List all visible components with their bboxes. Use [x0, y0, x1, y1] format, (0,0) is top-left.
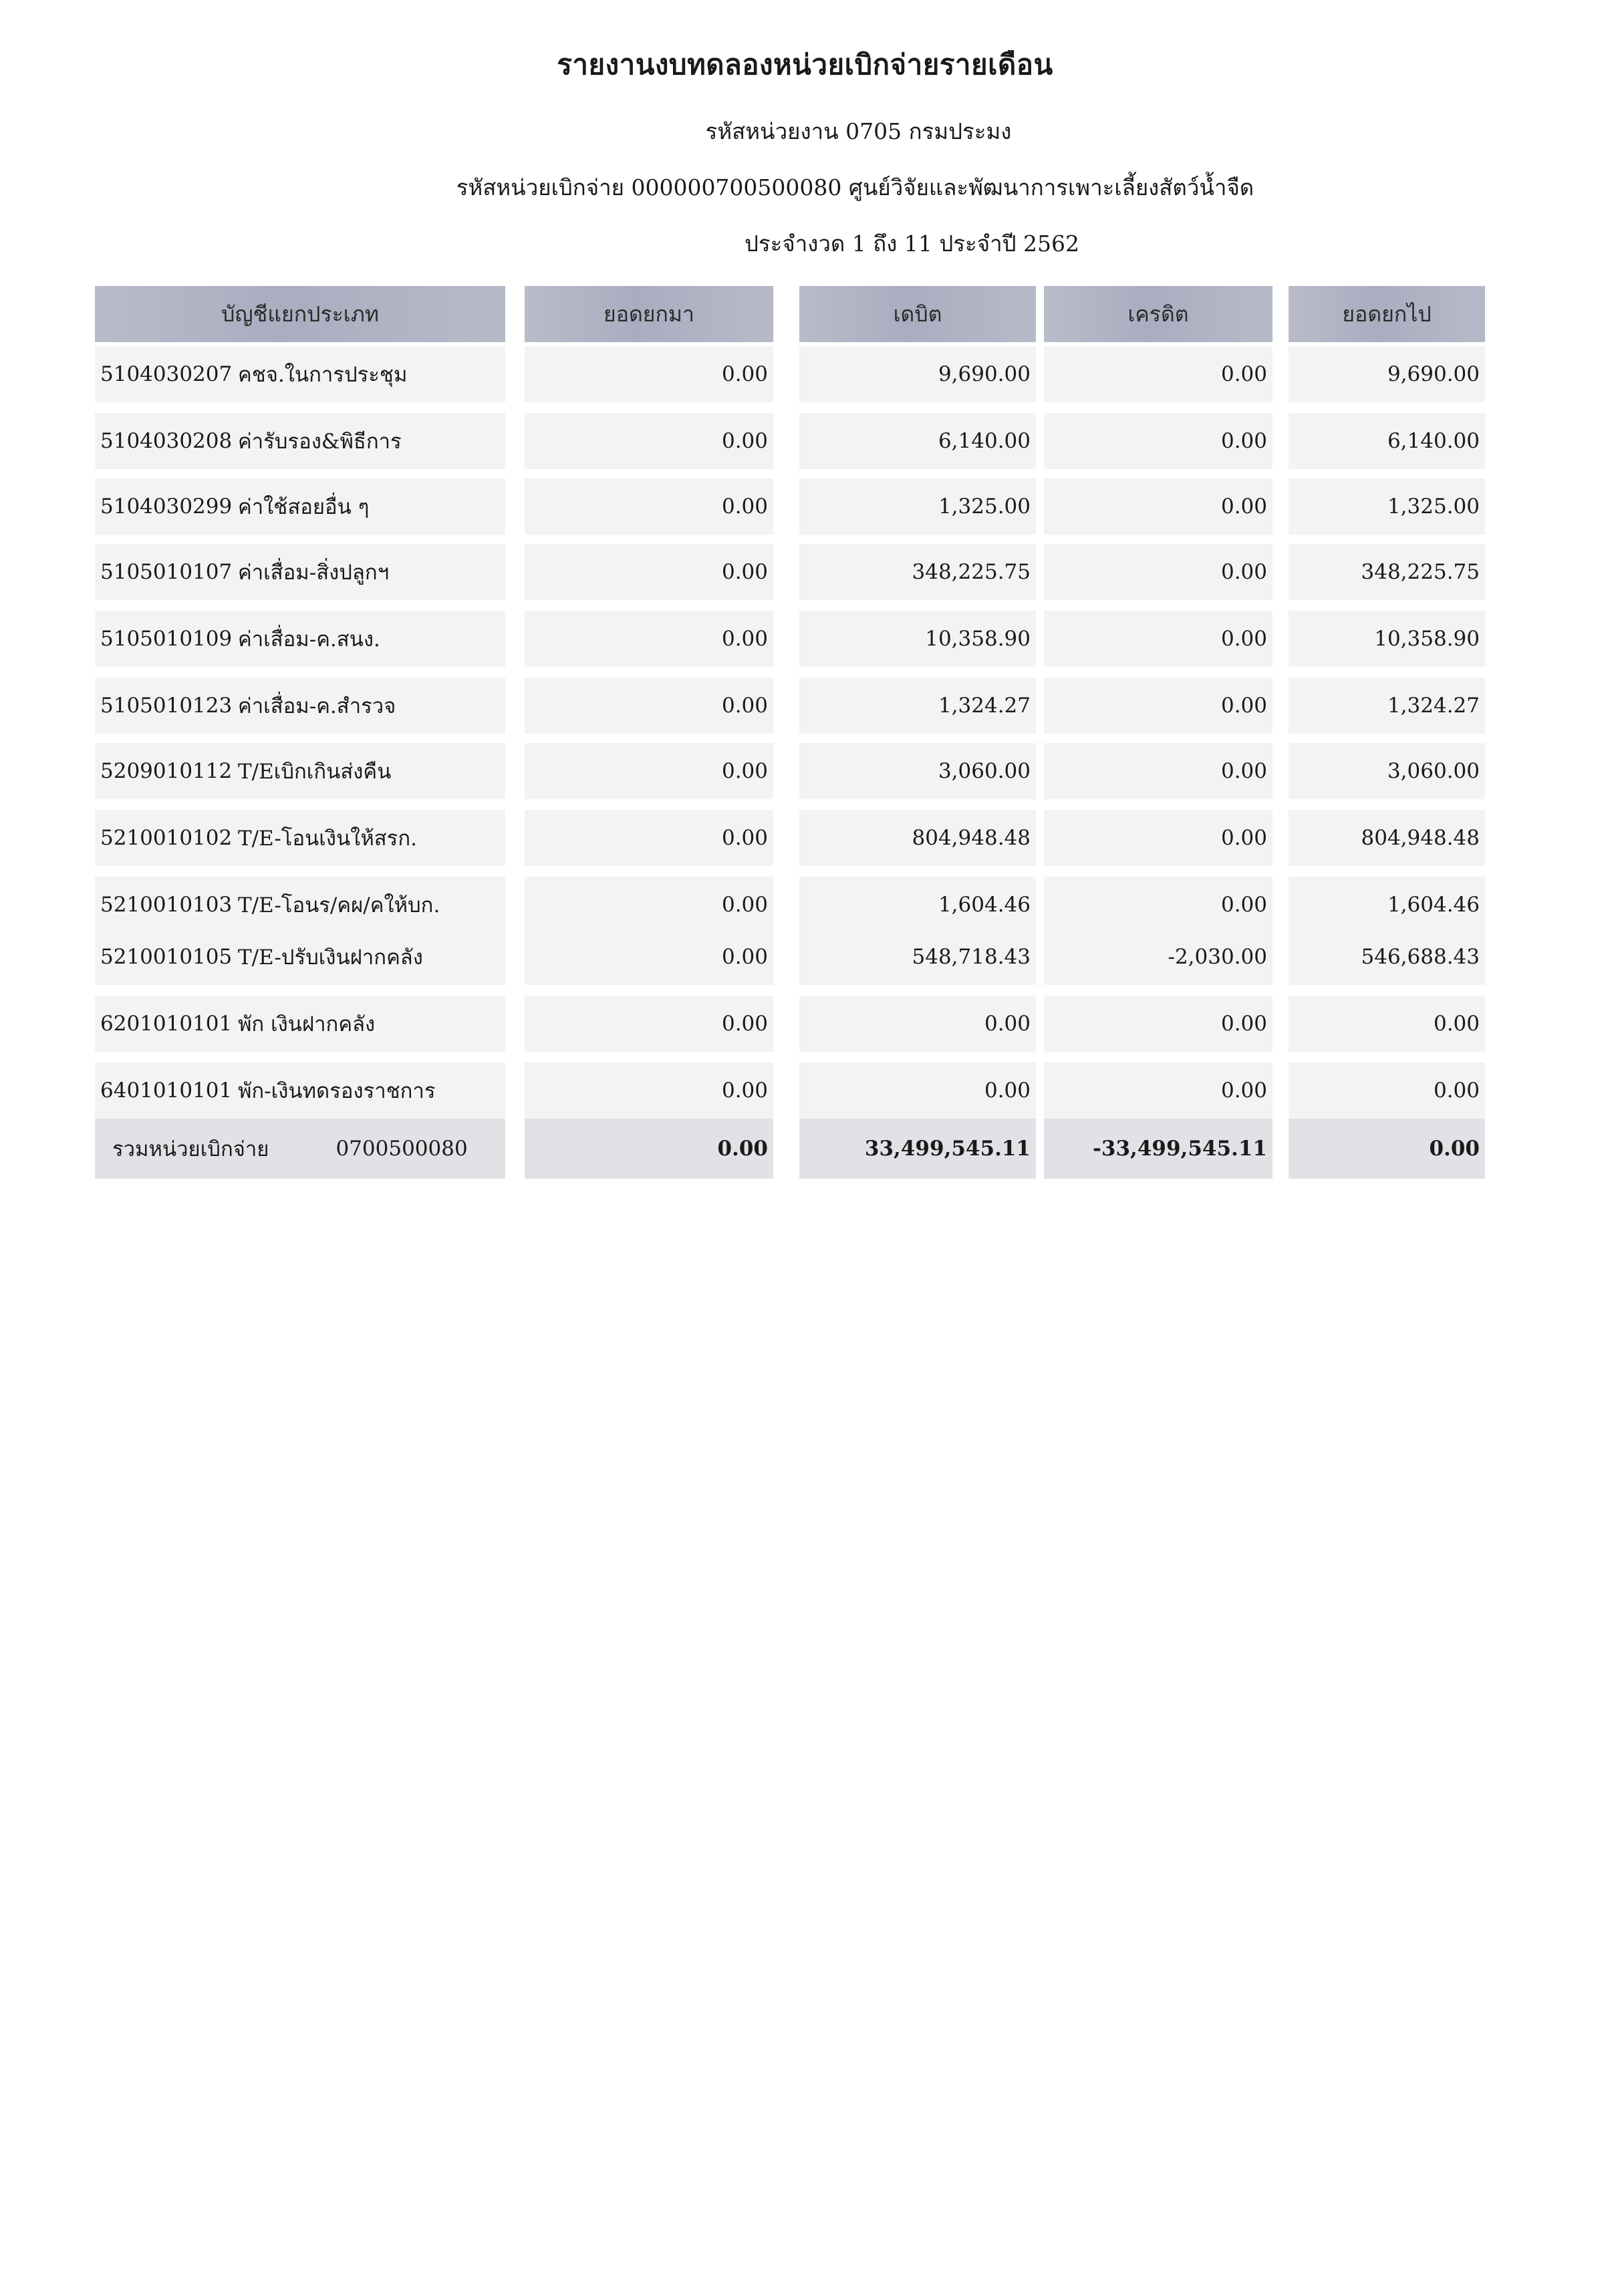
- debit-cell: 348,225.75: [799, 544, 1036, 600]
- credit-cell: 0.00: [1044, 544, 1272, 600]
- account-code: 5104030207: [100, 362, 233, 386]
- debit-cell: 1,324.27: [799, 678, 1036, 734]
- table-row: [95, 544, 1485, 600]
- credit-cell: 0.00: [1044, 611, 1272, 667]
- account-code: 5105010107: [100, 560, 233, 584]
- account-cell: [95, 544, 505, 600]
- credit-cell: 0.00: [1044, 996, 1272, 1052]
- account-code: 5105010109: [100, 627, 233, 651]
- account-name: ค่ารับรอง&พิธีการ: [238, 430, 402, 454]
- table-row: [95, 413, 1485, 469]
- credit-cell: 0.00: [1044, 1062, 1272, 1119]
- credit-cell: 0.00: [1044, 478, 1272, 535]
- table-row: [95, 346, 1485, 402]
- table-row: [95, 1062, 1485, 1119]
- carried-forward-cell: 3,060.00: [1289, 743, 1485, 799]
- account-cell: [95, 810, 505, 866]
- total-brought-forward: 0.00: [525, 1119, 773, 1179]
- account-name: ค่าใช้สอยอื่น ๆ: [238, 495, 370, 519]
- table-row: [95, 877, 1485, 933]
- account-cell: [95, 478, 505, 535]
- account-code: 5104030208: [100, 429, 233, 453]
- brought-forward-cell: 0.00: [525, 996, 773, 1052]
- header-brought-forward: ยอดยกมา: [525, 286, 773, 342]
- credit-cell: -2,030.00: [1044, 929, 1272, 985]
- carried-forward-cell: 9,690.00: [1289, 346, 1485, 402]
- total-debit: 33,499,545.11: [799, 1119, 1036, 1179]
- carried-forward-cell: 0.00: [1289, 1062, 1485, 1119]
- brought-forward-cell: 0.00: [525, 346, 773, 402]
- brought-forward-cell: 0.00: [525, 877, 773, 933]
- carried-forward-cell: 10,358.90: [1289, 611, 1485, 667]
- account-cell: [95, 996, 505, 1052]
- header-carried-forward: ยอดยกไป: [1289, 286, 1485, 342]
- report-title: รายงานงบทดลองหน่วยเบิกจ่ายรายเดือน: [557, 48, 1053, 81]
- period-line: ประจำงวด 1 ถึง 11 ประจำปี 2562: [744, 231, 1080, 257]
- debit-cell: 9,690.00: [799, 346, 1036, 402]
- debit-cell: 10,358.90: [799, 611, 1036, 667]
- brought-forward-cell: 0.00: [525, 743, 773, 799]
- account-cell: [95, 611, 505, 667]
- debit-cell: 0.00: [799, 996, 1036, 1052]
- debit-cell: 548,718.43: [799, 929, 1036, 985]
- debit-cell: 3,060.00: [799, 743, 1036, 799]
- header-ledger-account: บัญชีแยกประเภท: [95, 286, 505, 342]
- account-cell: [95, 929, 505, 985]
- credit-cell: 0.00: [1044, 743, 1272, 799]
- brought-forward-cell: 0.00: [525, 678, 773, 734]
- carried-forward-cell: 804,948.48: [1289, 810, 1485, 866]
- account-name: T/Eเบิกเกินส่งคืน: [238, 760, 392, 784]
- brought-forward-cell: 0.00: [525, 929, 773, 985]
- carried-forward-cell: 348,225.75: [1289, 544, 1485, 600]
- brought-forward-cell: 0.00: [525, 413, 773, 469]
- account-name: ค่าเสื่อม-สิ่งปลูกฯ: [238, 561, 390, 585]
- carried-forward-cell: 0.00: [1289, 996, 1485, 1052]
- credit-cell: 0.00: [1044, 413, 1272, 469]
- account-code: 5210010103: [100, 893, 233, 917]
- account-code: 5105010123: [100, 694, 233, 718]
- brought-forward-cell: 0.00: [525, 544, 773, 600]
- account-name: T/E-โอนร/คผ/คให้บก.: [238, 893, 440, 917]
- account-code: 5104030299: [100, 494, 233, 519]
- table-row: [95, 611, 1485, 667]
- account-name: T/E-โอนเงินให้สรก.: [238, 827, 417, 851]
- account-cell: [95, 877, 505, 933]
- table-row: [95, 929, 1485, 985]
- table-row: [95, 743, 1485, 799]
- credit-cell: 0.00: [1044, 346, 1272, 402]
- account-name: ค่าเสื่อม-ค.สำรวจ: [238, 694, 396, 718]
- account-code: 5210010102: [100, 826, 233, 850]
- disbursement-unit-line: รหัสหน่วยเบิกจ่าย 000000700500080 ศูนย์วิจัยและพัฒนาการเพาะเลี้ยงสัตว์น้ำจืด: [456, 174, 1254, 200]
- brought-forward-cell: 0.00: [525, 1062, 773, 1119]
- account-name: พัก เงินฝากคลัง: [238, 1012, 376, 1036]
- account-cell: [95, 413, 505, 469]
- account-cell: [95, 743, 505, 799]
- brought-forward-cell: 0.00: [525, 810, 773, 866]
- debit-cell: 804,948.48: [799, 810, 1036, 866]
- header-debit: เดบิต: [799, 286, 1036, 342]
- agency-line: รหัสหน่วยงาน 0705 กรมประมง: [705, 118, 1012, 144]
- total-unit-code: 0700500080: [336, 1137, 468, 1161]
- debit-cell: 0.00: [799, 1062, 1036, 1119]
- account-code: 5210010105: [100, 945, 233, 969]
- credit-cell: 0.00: [1044, 678, 1272, 734]
- table-row: [95, 678, 1485, 734]
- credit-cell: 0.00: [1044, 877, 1272, 933]
- carried-forward-cell: 1,324.27: [1289, 678, 1485, 734]
- brought-forward-cell: 0.00: [525, 478, 773, 535]
- credit-cell: 0.00: [1044, 810, 1272, 866]
- carried-forward-cell: 546,688.43: [1289, 929, 1485, 985]
- total-label-cell: [95, 1119, 505, 1179]
- account-cell: [95, 678, 505, 734]
- carried-forward-cell: 6,140.00: [1289, 413, 1485, 469]
- total-carried-forward: 0.00: [1289, 1119, 1485, 1179]
- debit-cell: 1,325.00: [799, 478, 1036, 535]
- total-row: [95, 1119, 1485, 1179]
- account-cell: [95, 346, 505, 402]
- account-name: คชจ.ในการประชุม: [238, 363, 408, 387]
- carried-forward-cell: 1,604.46: [1289, 877, 1485, 933]
- debit-cell: 1,604.46: [799, 877, 1036, 933]
- header-credit: เครดิต: [1044, 286, 1272, 342]
- brought-forward-cell: 0.00: [525, 611, 773, 667]
- account-code: 6201010101: [100, 1012, 233, 1036]
- account-name: ค่าเสื่อม-ค.สนง.: [238, 627, 380, 652]
- carried-forward-cell: 1,325.00: [1289, 478, 1485, 535]
- total-label: รวมหน่วยเบิกจ่าย: [112, 1137, 269, 1161]
- debit-cell: 6,140.00: [799, 413, 1036, 469]
- account-code: 5209010112: [100, 759, 233, 783]
- account-name: พัก-เงินทดรองราชการ: [238, 1079, 436, 1103]
- account-code: 6401010101: [100, 1079, 233, 1103]
- table-row: [95, 478, 1485, 535]
- account-name: T/E-ปรับเงินฝากคลัง: [238, 946, 423, 970]
- total-credit: -33,499,545.11: [1044, 1119, 1272, 1179]
- table-row: [95, 996, 1485, 1052]
- table-row: [95, 810, 1485, 866]
- account-cell: [95, 1062, 505, 1119]
